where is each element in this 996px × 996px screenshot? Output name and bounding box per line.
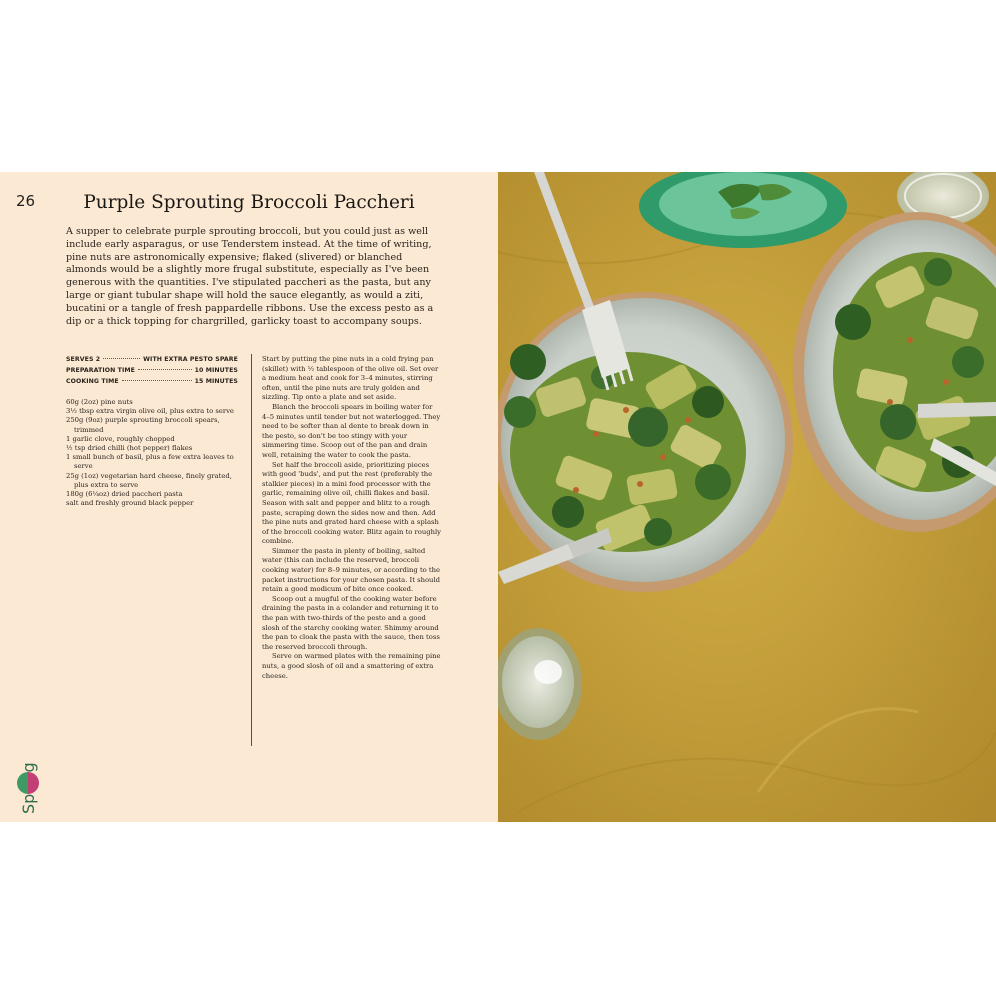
meta-label: COOKING TIME <box>66 378 119 385</box>
season-dot-icon <box>17 772 39 794</box>
section-label <box>14 754 44 844</box>
ingredient-item: 1 garlic clove, roughly chopped <box>66 434 175 443</box>
recipe-title: Purple Sprouting Broccoli Paccheri <box>83 192 415 213</box>
ingredient-item: salt and freshly ground black pepper <box>66 499 194 508</box>
ingredient-item: ½ tsp dried chilli (hot pepper) flakes <box>66 444 193 453</box>
method-text <box>262 355 442 681</box>
recipe-meta <box>66 356 238 389</box>
method-step: Scoop out a mugful of the cooking water before draining the pasta in a colander and returning it to the pan with two-thirds of the pesto and a good slosh of the starchy cooking water. Shimmy around the pan to cloak the pasta with the sauce, then toss the reserved broccoli through. <box>262 594 440 651</box>
ingredients-list <box>66 398 242 508</box>
ingredient-item: 3½ tbsp extra virgin olive oil, plus extra to serve <box>66 407 234 416</box>
meta-label: SERVES 2 <box>66 356 101 363</box>
water-glass <box>498 628 582 740</box>
dish-photo <box>498 172 996 822</box>
ingredient-item: 25g (1oz) vegetarian hard cheese, finely grated, plus extra to serve <box>66 471 232 489</box>
recipe-intro: A supper to celebrate purple sprouting broccoli, but you could just as well include early asparagus, or use Tenderstem instead. At the time of writing, pine nuts are astronomically expensive; flaked (slivered) or blanched almonds would be a slightly more frugal substitute, especially as I've been generous with the quantities. I've stipulated paccheri as the pasta, but any large or giant tubular shape will hold the sauce elegantly, as would a ziti, bucatini or a tangle of fresh pappardelle ribbons. Use the excess pesto as a dip or a thick topping for chargrilled, garlicky toast to accompany soups. <box>66 226 434 327</box>
meta-value: 15 MINUTES <box>194 378 238 385</box>
recipe-page <box>0 172 498 822</box>
method-divider <box>251 354 252 746</box>
pasta-photo-illustration <box>498 172 996 822</box>
cooking-time-row <box>66 378 238 389</box>
dot-leader <box>138 369 192 370</box>
dot-leader <box>103 358 140 359</box>
dot-leader <box>122 380 192 381</box>
method-step: Serve on warmed plates with the remaining pine nuts, a good slosh of oil and a smattering of extra cheese. <box>262 652 441 680</box>
ingredient-item: 180g (6¼oz) dried paccheri pasta <box>66 490 183 499</box>
method-step: Blanch the broccoli spears in boiling water for 4–5 minutes until tender but not waterlogged. They need to be softer than al dente to break down in the pesto, so don't be too stingy with your simmering time. Scoop out of the pan and drain well, retaining the water to cook the pasta. <box>262 402 441 459</box>
method-step: Simmer the pasta in plenty of boiling, salted water (this can include the reserved, broccoli cooking water) for 8–9 minutes, or according to the packet instructions for your chosen pasta. It should retain a good modicum of bite once cooked. <box>262 546 441 594</box>
page-number: 26 <box>16 192 36 210</box>
method-step: Set half the broccoli aside, prioritizing pieces with good 'buds', and put the rest (preferably the stalkier pieces) in a mini food processor with the garlic, remaining olive oil, chilli flakes and basil. Season with salt and pepper and blitz to a rough paste, scraping down the sides now and then. Add the pine nuts and grated hard cheese with a splash of the broccoli cooking water. Blitz again to roughly combine. <box>262 460 442 546</box>
ingredient-item: 60g (2oz) pine nuts <box>66 398 133 406</box>
ingredient-item: 250g (9oz) purple sprouting broccoli spears, trimmed <box>66 416 220 434</box>
meta-label: PREPARATION TIME <box>66 367 135 374</box>
meta-value: 10 MINUTES <box>194 367 238 374</box>
book-spread <box>0 172 996 822</box>
ingredient-item: 1 small bunch of basil, plus a few extra leaves to serve <box>66 453 234 471</box>
prep-time-row <box>66 367 238 378</box>
method-step: Start by putting the pine nuts in a cold frying pan (skillet) with ½ tablespoon of the olive oil. Set over a medium heat and cook for 3–4 minutes, stirring often, until the pine nuts are truly golden and sizzling. Tip onto a plate and set aside. <box>262 355 439 402</box>
serves-row <box>66 356 238 367</box>
meta-value: WITH EXTRA PESTO SPARE <box>143 356 238 363</box>
